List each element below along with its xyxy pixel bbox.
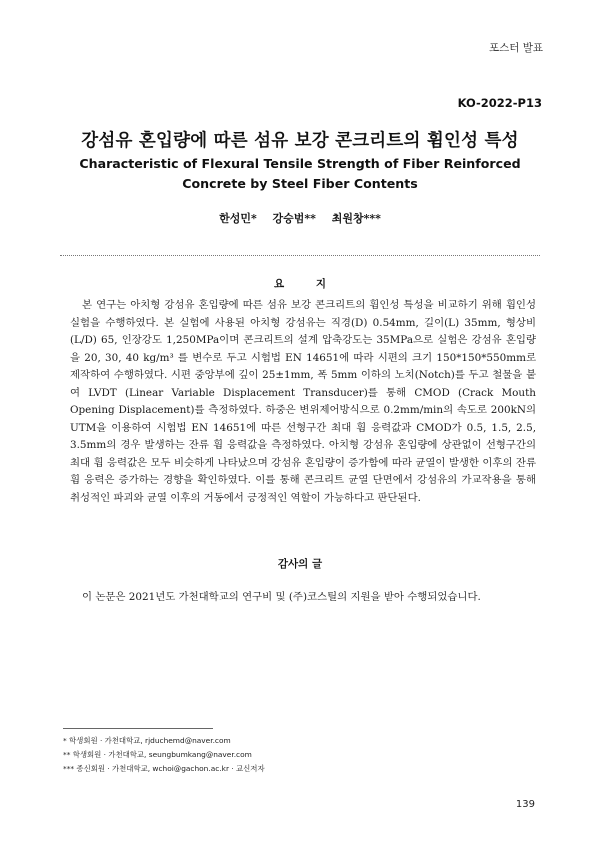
acknowledgement-heading: 감사의 글 [277, 558, 323, 570]
page-number: 139 [515, 799, 535, 810]
footnote: *** 종신회원 · 가천대학교, wchoi@gachon.ac.kr · 교신저자 [63, 764, 265, 773]
korean-title: 강섬유 혼입량에 따른 섬유 보강 콘크리트의 휨인성 특성 [81, 131, 519, 151]
footnote: * 학생회원 · 가천대학교, rjduchemd@naver.com [63, 736, 231, 745]
abstract-heading: 요 지 [274, 278, 340, 290]
author-name: 강승범** [272, 212, 316, 225]
section-label: 포스터 발표 [488, 42, 543, 54]
paper-id: KO-2022-P13 [457, 96, 542, 110]
footnotes [63, 734, 523, 776]
english-title: Characteristic of Flexural Tensile Strength of Fiber Reinforced Concrete by Steel Fiber Contents [79, 156, 521, 191]
acknowledgement-body: 이 논문은 2021년도 가천대학교의 연구비 및 (주)코스틸의 지원을 받아 수행되었습니다. [82, 591, 481, 603]
section-divider [60, 255, 540, 256]
author-list [0, 210, 600, 226]
author-name: 한성민* [219, 212, 257, 225]
footnote-divider [63, 728, 213, 729]
author-name: 최원창*** [331, 212, 381, 225]
footnote: ** 학생회원 · 가천대학교, seungbumkang@naver.com [63, 750, 252, 759]
abstract-body: 본 연구는 아치형 강섬유 혼입량에 따른 섬유 보강 콘크리트의 휨인성 특성을 비교하기 위해 휨인성 실험을 수행하였다. 본 실험에 사용된 아치형 강섬유는 직경(D) 0.54mm, 길이(L) 35mm, 형상비(L/D) 65, 인장강도 1,250MPa이며 콘크리트의 설계 압축강도는 35MPa으로 실험은 강섬유 혼입량을 20, 30, 40 kg/m³ 를 변수로 두고 시험법 EN 14651에 따라 시편의 크기 150*150*550mm로 제작하여 수행하였다. 시편 중앙부에 깊이 25±1mm, 폭 5mm 이하의 노치(Notch)를 두고 철물을 붙여 LVDT (Linear Variable Displacement Transducer)를 통해 CMOD (Crack Mouth Opening Displacement)를 측정하였다. 하중은 변위제어방식으로 0.2mm/min의 속도로 200kN의 UTM을 이용하여 시험법 EN 14651에 따른 선형구간 최대 휨 응력값과 CMOD가 0.5, 1.5, 2.5, 3.5mm의 경우 발생하는 잔류 휨 응력값을 측정하였다. 아치형 강섬유 혼입량에 상관없이 선형구간의 최대 휨 응력값은 모두 비슷하게 나타났으며 강섬유 혼입량이 증가함에 따라 균열이 발생한 이후의 잔류 휨 응력은 증가하는 경향을 확인하였다. 이를 통해 콘크리트 균열 단면에서 강섬유의 가교작용을 통해 취성적인 파괴와 균열 이후의 거동에서 긍정적인 역할이 가능하다고 판단된다. [70, 299, 536, 504]
